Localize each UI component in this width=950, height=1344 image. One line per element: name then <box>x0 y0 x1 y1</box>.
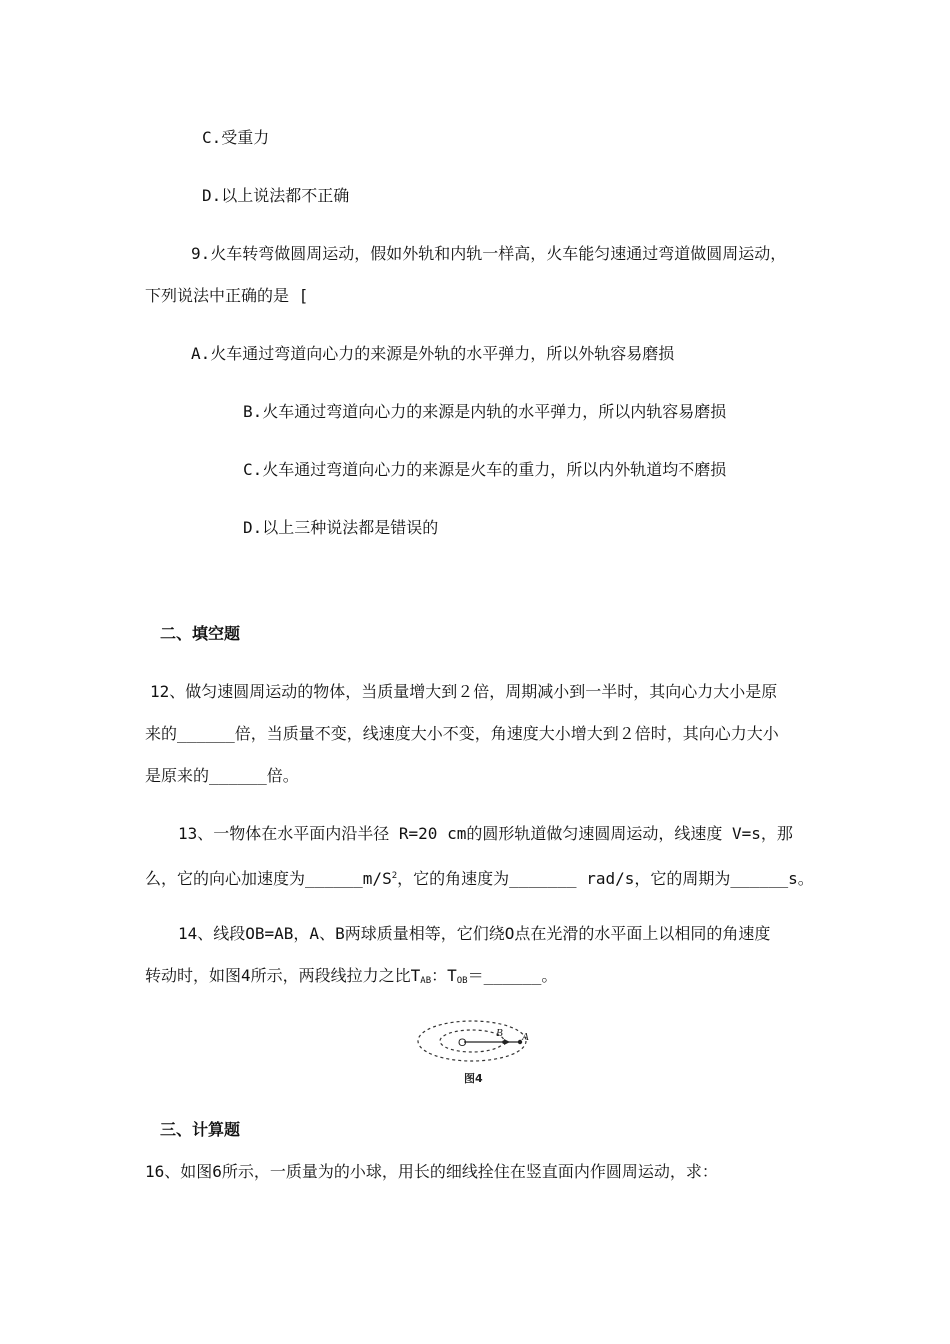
question-14-line2-part-c: ＝______。 <box>467 966 558 985</box>
question-13-line1: 13、一物体在水平面内沿半径 R=20 cm的圆形轨道做匀速圆周运动，线速度 V=s，那 <box>178 824 793 843</box>
section-heading-calculation: 三、计算题 <box>160 1120 241 1139</box>
question-8-option-c: C.受重力 <box>202 128 270 147</box>
question-16-line1: 16、如图6所示，一质量为的小球，用长的细线拴住在竖直面内作圆周运动，求： <box>145 1162 718 1181</box>
superscript-two: 2 <box>391 871 398 881</box>
question-12-line2: 来的______倍，当质量不变，线速度大小不变，角速度大小增大到２倍时，其向心力大小 <box>145 724 779 743</box>
question-9-stem-line2: 下列说法中正确的是 [ <box>145 286 309 305</box>
question-9-option-a: A.火车通过弯道向心力的来源是外轨的水平弹力，所以外轨容易磨损 <box>191 344 675 363</box>
question-14-line2-part-a: 转动时，如图4所示，两段线拉力之比T <box>145 966 421 985</box>
ball-b <box>502 1040 506 1044</box>
subscript-ob: OB <box>456 976 468 986</box>
question-9-option-b: B.火车通过弯道向心力的来源是内轨的水平弹力，所以内轨容易磨损 <box>243 402 727 421</box>
label-b: B <box>496 1027 503 1039</box>
question-9-stem-line1: 9.火车转弯做圆周运动，假如外轨和内轨一样高，火车能匀速通过弯道做圆周运动， <box>191 244 787 263</box>
inner-circle-path <box>440 1030 504 1052</box>
question-8-option-d: D.以上说法都不正确 <box>202 186 350 205</box>
section-heading-fill-in: 二、填空题 <box>160 624 241 643</box>
question-13-line2 <box>145 866 814 889</box>
question-14-line2-part-b: ：T <box>431 966 457 985</box>
figure-4-svg <box>414 1014 540 1088</box>
question-9-option-c: C.火车通过弯道向心力的来源是火车的重力，所以内外轨道均不磨损 <box>243 460 727 479</box>
figure-caption: 图4 <box>464 1072 483 1085</box>
question-14-line2 <box>145 966 557 991</box>
label-o: O <box>458 1037 467 1049</box>
question-14-line1: 14、线段OB=AB，A、B两球质量相等，它们绕O点在光滑的水平面上以相同的角速度 <box>178 924 771 943</box>
label-a: A <box>522 1031 529 1043</box>
question-13-line2-part-a: 么，它的向心加速度为______m/S <box>145 869 392 888</box>
subscript-ab: AB <box>420 976 432 986</box>
question-13-line2-part-b: ，它的角速度为_______ rad/s，它的周期为______s。 <box>397 869 814 888</box>
figure-4-diagram <box>414 1014 540 1088</box>
question-9-option-d: D.以上三种说法都是错误的 <box>243 518 439 537</box>
question-12-line3: 是原来的______倍。 <box>145 766 299 785</box>
question-12-line1: 12、做匀速圆周运动的物体，当质量增大到２倍，周期减小到一半时，其向心力大小是原 <box>150 682 778 701</box>
outer-circle-path <box>418 1021 526 1061</box>
